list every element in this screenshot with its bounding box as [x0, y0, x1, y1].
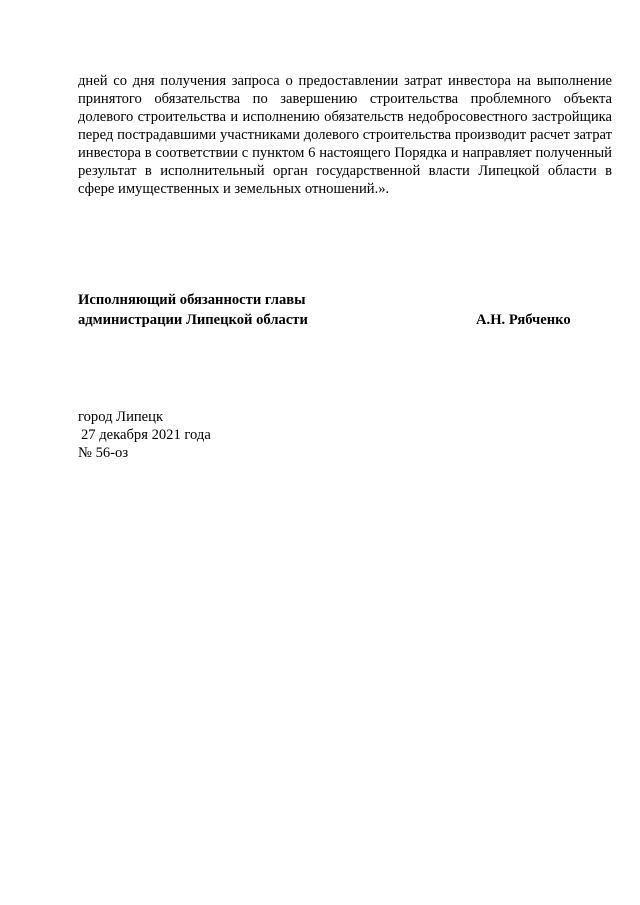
signatory-position-line2: администрации Липецкой области — [78, 312, 308, 328]
document-footer — [78, 408, 211, 462]
signature-block — [78, 290, 612, 330]
signatory-name: А.Н. Рябченко — [476, 312, 571, 328]
footer-law-number: № 56-оз — [78, 445, 129, 461]
signatory-position-line1: Исполняющий обязанности главы — [78, 292, 306, 308]
footer-city: город Липецк — [78, 409, 164, 425]
body-paragraph: дней со дня получения запроса о предоставлении затрат инвестора на выполнение принятого обязательства по завершению строительства проблемного объекта долевого строительства и исполнению обязательств недобросовестного застройщика перед пострадавшими участниками долевого строительства производит расчет затрат инвестора в соответствии с пунктом 6 настоящего Порядка и направляет полученный результат в исполнительный орган государственной власти Липецкой области в сфере имущественных и земельных отношений.». — [78, 73, 612, 197]
footer-date: 27 декабря 2021 года — [81, 427, 211, 443]
